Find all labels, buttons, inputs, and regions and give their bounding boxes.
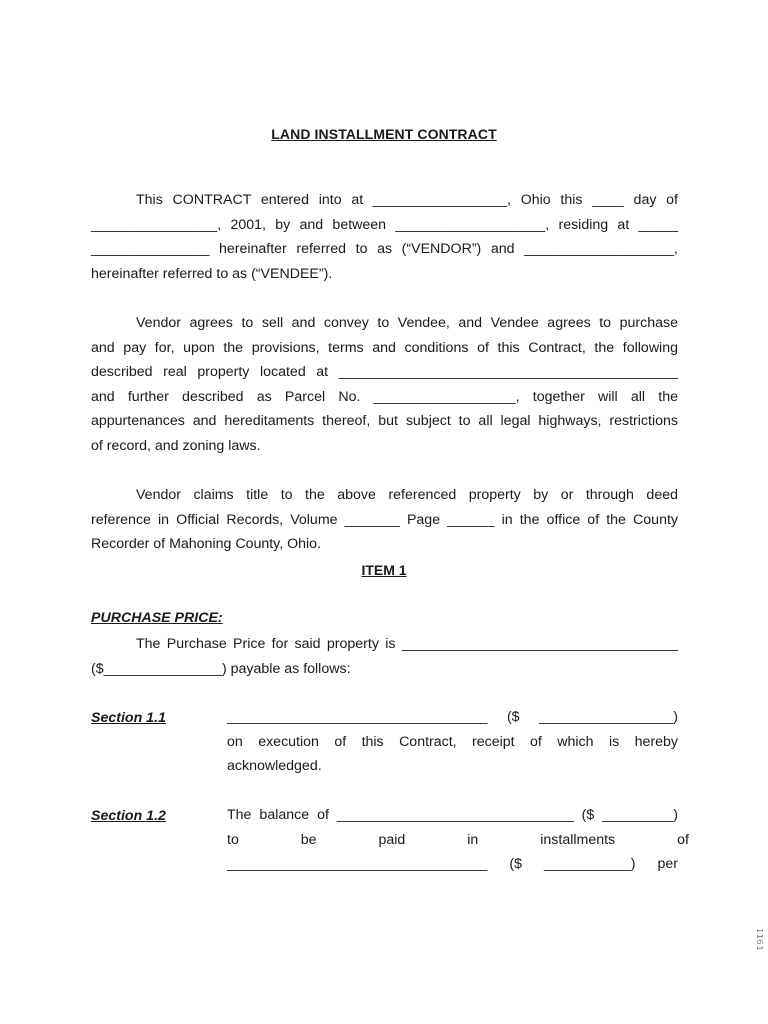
section-line: on execution of this Contract, receipt of which is hereby <box>227 733 678 750</box>
item-heading <box>0 562 768 578</box>
paragraph-line: hereinafter referred to as (“VENDEE”). <box>91 265 333 282</box>
paragraph-line: described real property located at ___________________________________________ <box>91 364 678 381</box>
paragraph-line: Vendor claims title to the above referenced property by or through deed <box>136 487 678 503</box>
document-title: LAND INSTALLMENT CONTRACT <box>271 126 497 142</box>
section-line: _________________________________ ($ ___________) per <box>227 856 678 873</box>
section-line: to be paid in installments of <box>227 831 689 848</box>
paragraph-line: The Purchase Price for said property is ___________________________________ <box>136 636 678 652</box>
purchase-price-label: PURCHASE PRICE: <box>91 610 223 626</box>
section-line: _________________________________ ($ _________________) <box>227 709 678 725</box>
property-description-paragraph <box>91 311 678 459</box>
paragraph-line: and further described as Parcel No. __________________, together will all the <box>91 388 678 405</box>
section-1-2-label: Section 1.2 <box>91 808 166 824</box>
title-claim-paragraph <box>91 483 678 557</box>
section-line: The balance of ______________________________ ($ _________) <box>227 807 678 823</box>
paragraph-line: of record, and zoning laws. <box>91 437 261 454</box>
paragraph-line: and pay for, upon the provisions, terms and conditions of this Contract, the following <box>91 339 678 356</box>
margin-page-mark: 1161 <box>755 928 764 952</box>
paragraph-line: _______________ hereinafter referred to as (“VENDOR”) and ___________________, <box>91 241 678 258</box>
paragraph-line: ($_______________) payable as follows: <box>91 660 351 677</box>
section-1-1-body <box>227 705 678 779</box>
paragraph-line: Recorder of Mahoning County, Ohio. <box>91 536 322 553</box>
paragraph-line: ________________, 2001, by and between ___________________, residing at _____ <box>91 216 678 233</box>
paragraph-line: reference in Official Records, Volume _______ Page ______ in the office of the County <box>91 511 678 528</box>
purchase-price-paragraph <box>91 632 678 681</box>
section-1-2-body <box>227 803 689 877</box>
paragraph-line: This CONTRACT entered into at _________________, Ohio this ____ day of <box>136 192 678 208</box>
item-heading-text: ITEM 1 <box>361 562 407 578</box>
paragraph-line: Vendor agrees to sell and convey to Vendee, and Vendee agrees to purchase <box>136 315 678 331</box>
contract-intro-paragraph <box>91 188 678 286</box>
section-line: acknowledged. <box>227 758 322 775</box>
paragraph-line: appurtenances and hereditaments thereof, but subject to all legal highways, restrictions <box>91 413 678 430</box>
section-1-1-label: Section 1.1 <box>91 710 166 726</box>
